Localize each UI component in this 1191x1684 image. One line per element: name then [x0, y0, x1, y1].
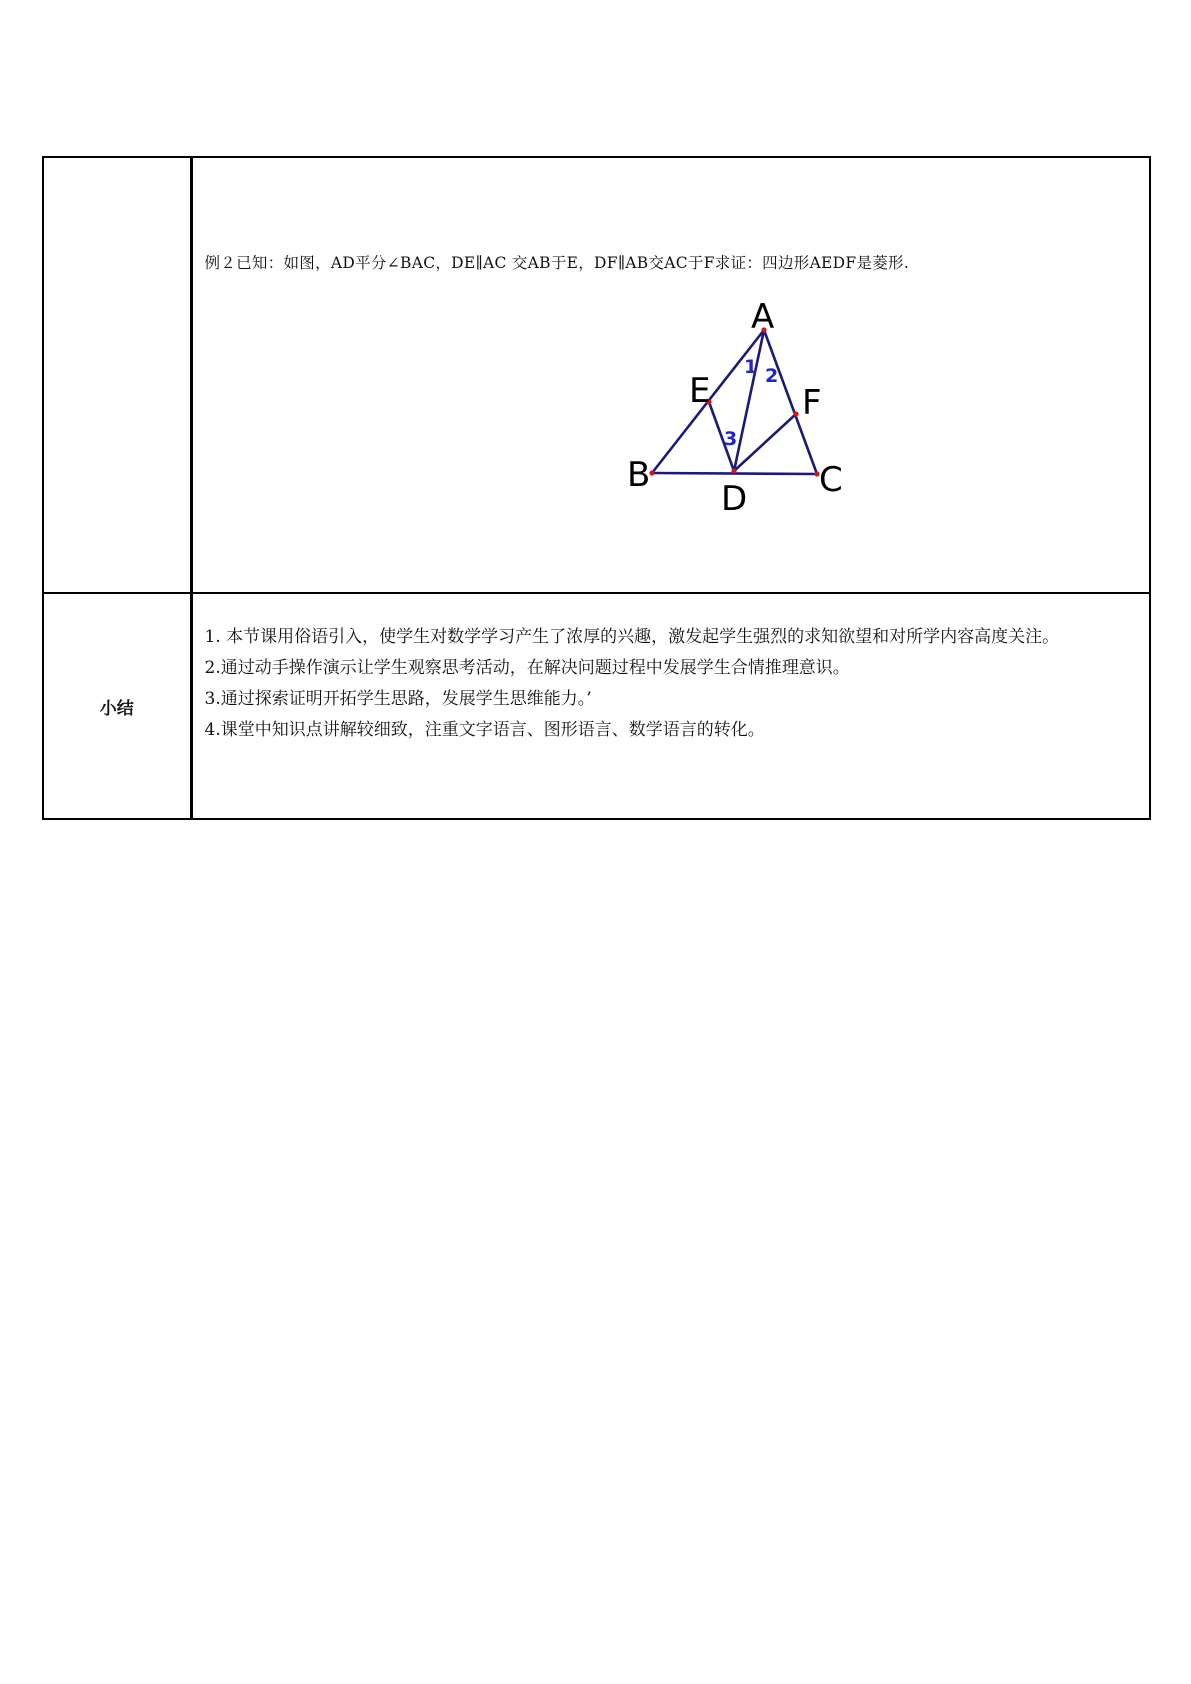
summary-label: 小结 [43, 593, 191, 819]
figure-lines [652, 330, 817, 474]
label-f: F [801, 383, 822, 423]
label-a: A [750, 297, 774, 337]
lesson-table [42, 156, 1151, 820]
example-row [43, 157, 1150, 593]
figure-points [649, 327, 819, 476]
summary-item-4: 4.课堂中知识点讲解较细致，注重文字语言、图形语言、数学语言的转化。 [204, 720, 765, 740]
point-d [731, 468, 736, 473]
label-e: E [688, 371, 710, 411]
example-problem-text: 例２已知：如图，AD平分∠BAC，DE∥AC 交AB于E，DF∥AB交AC于F求证：四边形AEDF是菱形. [204, 254, 910, 272]
label-b: B [626, 455, 650, 495]
geometry-figure [531, 286, 843, 519]
summary-item-3: 3.通过探索证明开拓学生思路，发展学生思维能力。’ [204, 689, 592, 709]
point-f [793, 411, 798, 416]
label-d: D [720, 479, 747, 519]
angle-label-3: 3 [723, 428, 737, 450]
summary-cell [191, 593, 1150, 819]
summary-row [43, 593, 1150, 819]
angle-label-2: 2 [764, 365, 778, 387]
summary-item-2: 2.通过动手操作演示让学生观察思考活动，在解决问题过程中发展学生合情推理意识。 [204, 658, 850, 678]
example-cell [191, 157, 1150, 593]
angle-label-1: 1 [743, 356, 757, 378]
example-label-cell [43, 157, 191, 593]
summary-item-1: 1. 本节课用俗语引入，使学生对数学学习产生了浓厚的兴趣，激发起学生强烈的求知欲望和对所学内容高度关注。 [204, 627, 1060, 647]
label-c: C [818, 460, 843, 500]
